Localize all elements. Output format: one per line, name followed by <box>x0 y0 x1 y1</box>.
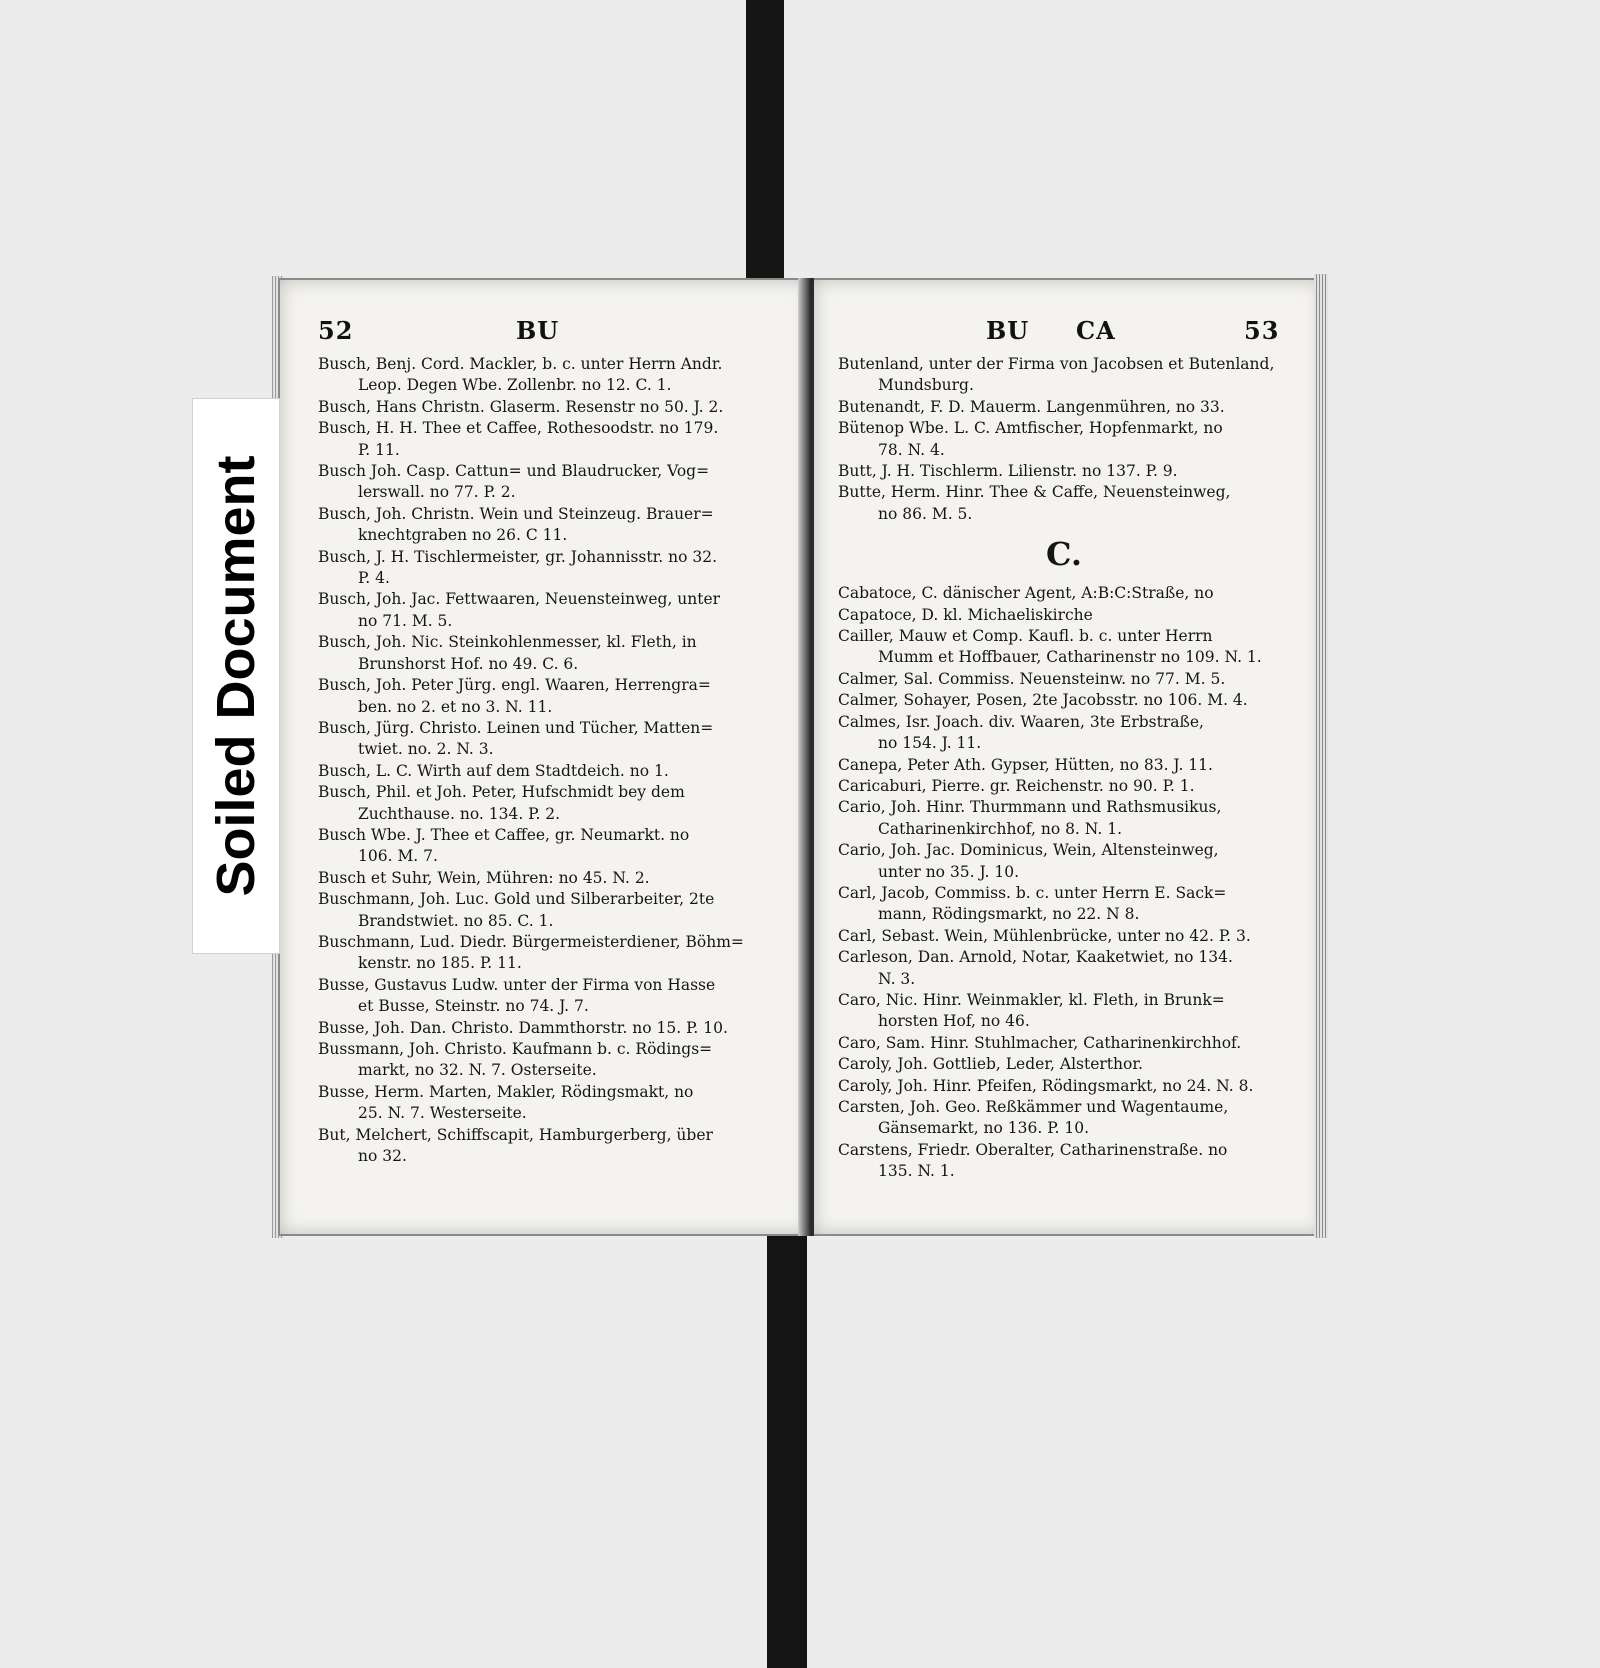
entry-continuation: Gänsemarkt, no 136. P. 10. <box>878 1119 1090 1138</box>
entry-continuation: 78. N. 4. <box>878 440 945 459</box>
directory-entry <box>838 418 1290 461</box>
directory-entry <box>838 840 1290 883</box>
directory-entry <box>838 797 1290 840</box>
entry-continuation: horsten Hof, no 46. <box>878 1012 1030 1031</box>
stamp-label: Soiled Document <box>206 455 266 897</box>
directory-entry <box>838 482 1290 525</box>
directory-entry <box>318 632 788 675</box>
directory-entry <box>318 1039 788 1082</box>
entry-continuation: knechtgraben no 26. C 11. <box>358 526 568 545</box>
right-page <box>814 278 1324 1236</box>
directory-entry <box>318 761 788 782</box>
entry-line: Buschmann, Joh. Luc. Gold und Silberarbeiter, 2te <box>318 890 715 909</box>
directory-entry <box>318 782 788 825</box>
running-head-right-1: BU <box>986 316 1030 345</box>
directory-entry <box>838 990 1290 1033</box>
directory-entry <box>838 626 1290 669</box>
entry-line: Buschmann, Lud. Diedr. Bürgermeisterdiener, Böhm= <box>318 932 744 951</box>
page-number-left: 52 <box>318 316 354 345</box>
directory-entry <box>838 755 1290 776</box>
directory-entry <box>838 926 1290 947</box>
directory-entry <box>318 504 788 547</box>
directory-entry <box>318 675 788 718</box>
entry-continuation: 106. M. 7. <box>358 847 438 866</box>
entry-line: Bussmann, Joh. Christo. Kaufmann b. c. Rödings= <box>318 1040 713 1058</box>
running-head-right-2: CA <box>1076 316 1116 345</box>
directory-entry <box>318 418 788 461</box>
entry-continuation: Brandstwiet. no 85. C. 1. <box>358 911 554 930</box>
entry-line: Busse, Herm. Marten, Makler, Rödingsmakt, no <box>318 1082 694 1101</box>
entry-continuation: no 71. M. 5. <box>358 611 453 630</box>
directory-entry <box>318 932 788 975</box>
directory-entry <box>838 1140 1290 1183</box>
entry-continuation: 135. N. 1. <box>878 1162 955 1181</box>
entry-line: Busch, Joh. Peter Jürg. engl. Waaren, Herrengra= <box>318 676 711 695</box>
directory-entry <box>318 718 788 761</box>
entry-line: Butte, Herm. Hinr. Thee & Caffe, Neuensteinweg, <box>838 483 1231 502</box>
entry-line: But, Melchert, Schiffscapit, Hamburgerberg, über <box>318 1125 713 1144</box>
directory-entry <box>838 1033 1290 1054</box>
directory-entry <box>318 547 788 590</box>
directory-entry <box>318 461 788 504</box>
entry-line: Caro, Sam. Hinr. Stuhlmacher, Catharinenkirchhof. <box>838 1033 1242 1052</box>
entry-continuation: lerswall. no 77. P. 2. <box>358 483 516 502</box>
entry-line: Busch, Joh. Jac. Fettwaaren, Neuensteinweg, unter <box>318 590 721 609</box>
directory-entry <box>838 1076 1290 1097</box>
directory-entry <box>838 354 1290 397</box>
left-page <box>278 278 810 1236</box>
entry-continuation: Brunshorst Hof. no 49. C. 6. <box>358 654 579 673</box>
entry-line: Carstens, Friedr. Oberalter, Catharinenstraße. no <box>838 1140 1228 1159</box>
entry-line: Butt, J. H. Tischlerm. Lilienstr. no 137. P. 9. <box>838 462 1178 481</box>
entry-line: Busch, Joh. Christn. Wein und Steinzeug. Brauer= <box>318 504 714 523</box>
entry-continuation: kenstr. no 185. P. 11. <box>358 954 522 973</box>
entry-continuation: P. 11. <box>358 440 400 459</box>
entry-line: Busse, Joh. Dan. Christo. Dammthorstr. no 15. P. 10. <box>318 1018 728 1037</box>
directory-entry <box>838 947 1290 990</box>
entry-list-right <box>838 354 1290 1183</box>
directory-entry <box>318 868 788 889</box>
entry-continuation: Mundsburg. <box>878 376 974 395</box>
directory-entry <box>318 397 788 418</box>
running-head-left: BU <box>516 316 560 345</box>
entry-continuation: no 32. <box>358 1147 407 1166</box>
entry-line: Busch Wbe. J. Thee et Caffee, gr. Neumarkt. no <box>318 825 690 844</box>
directory-entry <box>318 1082 788 1125</box>
directory-entry <box>318 589 788 632</box>
directory-entry <box>838 883 1290 926</box>
entry-continuation: Leop. Degen Wbe. Zollenbr. no 12. C. 1. <box>358 376 672 395</box>
entry-continuation: 25. N. 7. Westerseite. <box>358 1104 527 1123</box>
entry-continuation: unter no 35. J. 10. <box>878 862 1020 881</box>
soiled-document-stamp <box>192 398 280 954</box>
entry-line: Caroly, Joh. Gottlieb, Leder, Alsterthor. <box>838 1055 1143 1074</box>
entry-line: Busse, Gustavus Ludw. unter der Firma von Hasse <box>318 975 716 994</box>
book-edge-right <box>1314 274 1328 1238</box>
entry-line: Carl, Sebast. Wein, Mühlenbrücke, unter no 42. P. 3. <box>838 926 1251 945</box>
directory-entry <box>838 776 1290 797</box>
entry-line: Cario, Joh. Jac. Dominicus, Wein, Altensteinweg, <box>838 841 1219 860</box>
entry-line: Butenland, unter der Firma von Jacobsen et Butenland, <box>838 355 1275 373</box>
entry-line: Cabatoce, C. dänischer Agent, A:B:C:Straße, no <box>838 584 1214 603</box>
entry-line: Calmer, Sohayer, Posen, 2te Jacobsstr. no 106. M. 4. <box>838 691 1248 710</box>
directory-entry <box>318 825 788 868</box>
entry-continuation: no 86. M. 5. <box>878 504 973 523</box>
entry-continuation: Mumm et Hoffbauer, Catharinenstr no 109. N. 1. <box>878 648 1262 667</box>
entry-line: Busch, Phil. et Joh. Peter, Hufschmidt bey dem <box>318 783 685 802</box>
entry-continuation: markt, no 32. N. 7. Osterseite. <box>358 1061 597 1080</box>
directory-entry <box>838 461 1290 482</box>
binding-strip-bottom <box>767 1220 807 1668</box>
directory-entry <box>838 690 1290 711</box>
entry-continuation: P. 4. <box>358 569 390 588</box>
entry-line: Bütenop Wbe. L. C. Amtfischer, Hopfenmarkt, no <box>838 419 1223 438</box>
entry-line: Calmer, Sal. Commiss. Neuensteinw. no 77. M. 5. <box>838 669 1226 688</box>
binding-strip-top <box>746 0 784 285</box>
entry-line: Busch, Jürg. Christo. Leinen und Tücher, Matten= <box>318 718 714 737</box>
entry-line: Busch, J. H. Tischlermeister, gr. Johannisstr. no 32. <box>318 547 718 566</box>
entry-line: Busch, Hans Christn. Glaserm. Resenstr no 50. J. 2. <box>318 397 724 416</box>
entry-line: Busch Joh. Casp. Cattun= und Blaudrucker, Vog= <box>318 462 710 481</box>
directory-entry <box>838 712 1290 755</box>
page-number-right: 53 <box>1244 316 1280 345</box>
directory-entry <box>838 583 1290 604</box>
entry-line: Caricaburi, Pierre. gr. Reichenstr. no 90. P. 1. <box>838 776 1195 795</box>
directory-entry <box>838 605 1290 626</box>
entry-continuation: twiet. no. 2. N. 3. <box>358 740 494 759</box>
entry-line: Caro, Nic. Hinr. Weinmakler, kl. Fleth, in Brunk= <box>838 990 1225 1009</box>
directory-entry <box>318 1125 788 1168</box>
entry-line: Carleson, Dan. Arnold, Notar, Kaaketwiet, no 134. <box>838 948 1233 967</box>
entry-continuation: N. 3. <box>878 969 916 988</box>
directory-entry <box>838 669 1290 690</box>
entry-line: Carsten, Joh. Geo. Reßkämmer und Wagentaume, <box>838 1098 1229 1116</box>
entry-list-left <box>318 354 788 1167</box>
entry-line: Busch, H. H. Thee et Caffee, Rothesoodstr. no 179. <box>318 419 719 438</box>
directory-entry <box>838 397 1290 418</box>
entry-line: Carl, Jacob, Commiss. b. c. unter Herrn E. Sack= <box>838 883 1227 902</box>
entry-line: Busch et Suhr, Wein, Mühren: no 45. N. 2. <box>318 868 650 887</box>
directory-entry <box>838 1054 1290 1075</box>
directory-entry <box>318 975 788 1018</box>
entry-line: Butenandt, F. D. Mauerm. Langenmühren, no 33. <box>838 397 1225 416</box>
entry-line: Calmes, Isr. Joach. div. Waaren, 3te Erbstraße, <box>838 712 1204 731</box>
directory-entry <box>318 1018 788 1039</box>
entry-line: Busch, Benj. Cord. Mackler, b. c. unter Herrn Andr. <box>318 355 723 373</box>
entry-line: Canepa, Peter Ath. Gypser, Hütten, no 83. J. 11. <box>838 755 1213 774</box>
entry-continuation: mann, Rödingsmarkt, no 22. N 8. <box>878 905 1140 924</box>
entry-line: Cailler, Mauw et Comp. Kaufl. b. c. unter Herrn <box>838 627 1213 646</box>
entry-continuation: ben. no 2. et no 3. N. 11. <box>358 697 553 716</box>
entry-line: Busch, Joh. Nic. Steinkohlenmesser, kl. Fleth, in <box>318 633 697 652</box>
entry-line: Capatoce, D. kl. Michaeliskirche <box>838 605 1093 624</box>
entry-line: Busch, L. C. Wirth auf dem Stadtdeich. no 1. <box>318 761 669 780</box>
directory-entry <box>838 1097 1290 1140</box>
directory-entry <box>318 354 788 397</box>
open-book <box>278 272 1324 1242</box>
entry-line: Cario, Joh. Hinr. Thurmmann und Rathsmusikus, <box>838 798 1222 817</box>
letter-section-heading: C. <box>1045 535 1083 574</box>
entry-continuation: Zuchthause. no. 134. P. 2. <box>358 804 561 823</box>
entry-continuation: et Busse, Steinstr. no 74. J. 7. <box>358 997 589 1016</box>
entry-line: Caroly, Joh. Hinr. Pfeifen, Rödingsmarkt, no 24. N. 8. <box>838 1076 1254 1095</box>
entry-continuation: Catharinenkirchhof, no 8. N. 1. <box>878 819 1123 838</box>
directory-entry <box>318 889 788 932</box>
entry-continuation: no 154. J. 11. <box>878 734 982 753</box>
